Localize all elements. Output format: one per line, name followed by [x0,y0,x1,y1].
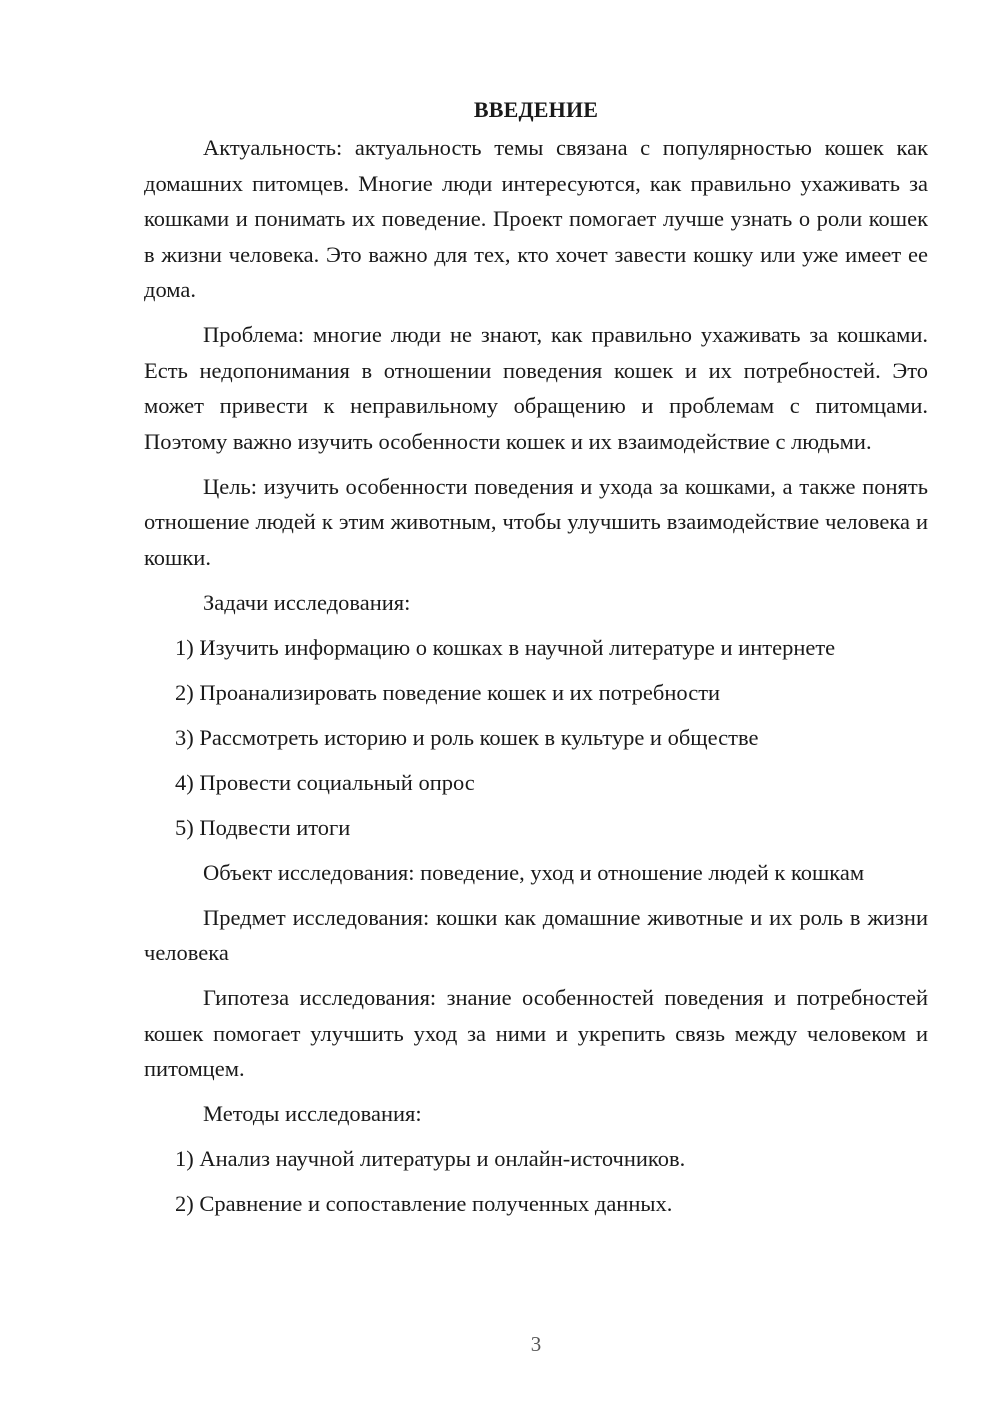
hypothesis-paragraph: Гипотеза исследования: знание особенностей поведения и потребностей кошек помогает улучшить уход за ними и укрепить связь между человеком и питомцем. [144,985,928,1081]
section-title: ВВЕДЕНИЕ [473,97,599,122]
method-item: 1) Анализ научной литературы и онлайн-источников. [175,1146,686,1171]
page-number: 3 [530,1332,542,1356]
relevance-paragraph: Актуальность: актуальность темы связана с популярностью кошек как домашних питомцев. Многие люди интересуются, как правильно ухаживать за кошками и понимать их поведение. Проект помогает лучше узнать о роли кошек в жизни человека. Это важно для тех, кто хочет завести кошку или уже имеет ее дома. [144,135,928,302]
task-item: 3) Рассмотреть историю и роль кошек в культуре и обществе [175,724,759,750]
task-item: 4) Провести социальный опрос [175,769,475,795]
subject-paragraph: Предмет исследования: кошки как домашние животные и их роль в жизни человека [144,904,928,965]
document-page [144,92,928,1231]
goal-paragraph: Цель: изучить особенности поведения и ухода за кошками, а также понять отношение людей к этим животным, чтобы улучшить взаимодействие человека и кошки. [144,473,928,570]
task-item: 5) Подвести итоги [175,814,351,840]
task-item: 1) Изучить информацию о кошках в научной литературе и интернете [175,634,836,660]
method-item: 2) Сравнение и сопоставление полученных данных. [175,1191,673,1216]
object-paragraph: Объект исследования: поведение, уход и отношение людей к кошкам [203,859,865,885]
methods-heading: Методы исследования: [203,1101,422,1126]
task-item: 2) Проанализировать поведение кошек и их потребности [175,679,721,705]
problem-paragraph: Проблема: многие люди не знают, как правильно ухаживать за кошками. Есть недопонимания в отношении поведения кошек и их потребностей. Это может привести к неправильному обращению и проблемам с питомцами. Поэтому важно изучить особенности кошек и их взаимодействие с людьми. [144,322,928,454]
tasks-heading: Задачи исследования: [203,589,411,615]
